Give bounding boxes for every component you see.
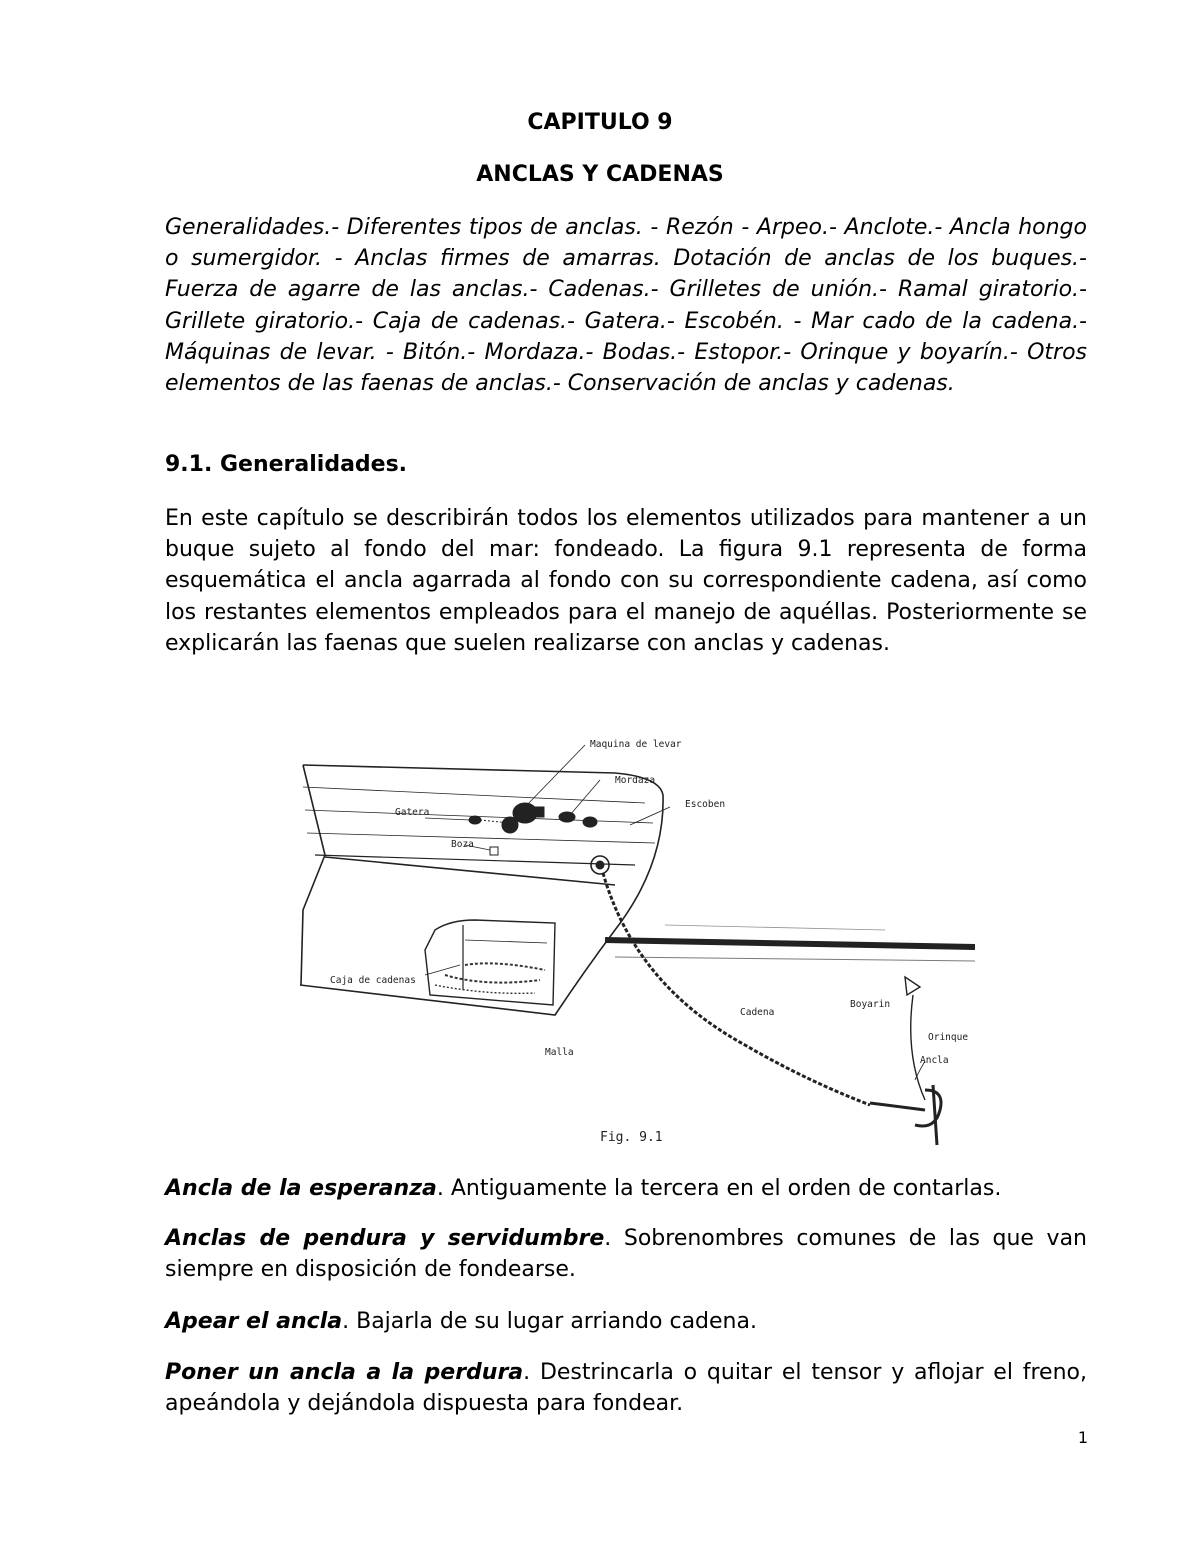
definition-term: Anclas de pendura y servidumbre bbox=[165, 1226, 605, 1251]
definition-term: Poner un ancla a la perdura bbox=[165, 1360, 524, 1385]
figure-caption: Fig. 9.1 bbox=[600, 1130, 663, 1145]
definition-text: . Bajarla de su lugar arriando cadena. bbox=[342, 1309, 757, 1334]
label-cadena: Cadena bbox=[740, 1007, 775, 1018]
definition-term: Apear el ancla bbox=[165, 1309, 343, 1334]
anchor-icon bbox=[870, 1085, 941, 1145]
label-gatera: Gatera bbox=[395, 807, 430, 818]
chapter-number: CAPITULO 9 bbox=[527, 110, 673, 135]
sea-surface bbox=[605, 925, 975, 961]
label-mordaza: Mordaza bbox=[615, 775, 656, 786]
definition-item bbox=[165, 1173, 1087, 1204]
definition-item bbox=[165, 1357, 1087, 1419]
definition-item bbox=[165, 1223, 1087, 1285]
label-boza: Boza bbox=[451, 839, 474, 850]
label-malla: Malla bbox=[545, 1047, 574, 1058]
section-heading: 9.1. Generalidades. bbox=[165, 452, 408, 477]
label-ancla: Ancla bbox=[920, 1055, 949, 1066]
hawse-pipe bbox=[591, 856, 609, 874]
buoy bbox=[905, 977, 925, 1100]
chapter-topics: Generalidades.- Diferentes tipos de anclas. - Rezón - Arpeo.- Anclote.- Ancla hongo o sumergidor. - Anclas firmes de amarras. Dotación de anclas de los buques.- Fuerza de agarre de las anclas.- Cadenas.- Grilletes de unión.- Ramal giratorio.- Grillete giratorio.- Caja de cadenas.- Gatera.- Escobén. - Mar cado de la cadena.- Máquinas de levar. - Bitón.- Mordaza.- Bodas.- Estopor.- Orinque y boyarín.- Otros elementos de las faenas de anclas.- Conservación de anclas y cadenas. bbox=[165, 215, 1087, 397]
definition-term: Ancla de la esperanza bbox=[165, 1176, 437, 1201]
definition-text: . Antiguamente la tercera en el orden de contarlas. bbox=[436, 1176, 1002, 1201]
label-boyarin: Boyarin bbox=[850, 999, 891, 1010]
leader-lines bbox=[425, 745, 925, 1080]
label-orinque: Orinque bbox=[928, 1032, 969, 1043]
definition-text: . Sobrenombres comunes de las que van siempre en disposición de fondearse. bbox=[165, 1226, 1087, 1283]
anchor-chain bbox=[603, 873, 870, 1105]
deck-machinery bbox=[469, 803, 597, 855]
definition-item bbox=[165, 1306, 1087, 1337]
label-caja-cadenas: Caja de cadenas bbox=[330, 975, 416, 986]
intro-paragraph: En este capítulo se describirán todos los elementos utilizados para mantener a un buque sujeto al fondo del mar: fondeado. La figura 9.1 representa de forma esquemática el ancla agarrada al fondo con su correspondiente cadena, así como los restantes elementos empleados para el manejo de aquéllas. Posteriormente se explicarán las faenas que suelen realizarse con anclas y cadenas. bbox=[165, 506, 1087, 656]
definition-text: . Destrincarla o quitar el tensor y aflojar el freno, apeándola y dejándola dispuesta para fondear. bbox=[165, 1360, 1087, 1417]
page-number: 1 bbox=[1077, 1428, 1088, 1447]
anchor-figure bbox=[285, 725, 975, 1155]
label-maquina: Maquina de levar bbox=[590, 739, 682, 750]
label-escoben: Escoben bbox=[685, 799, 726, 810]
anchor-diagram-svg bbox=[285, 725, 975, 1155]
chapter-title: ANCLAS Y CADENAS bbox=[476, 162, 724, 187]
